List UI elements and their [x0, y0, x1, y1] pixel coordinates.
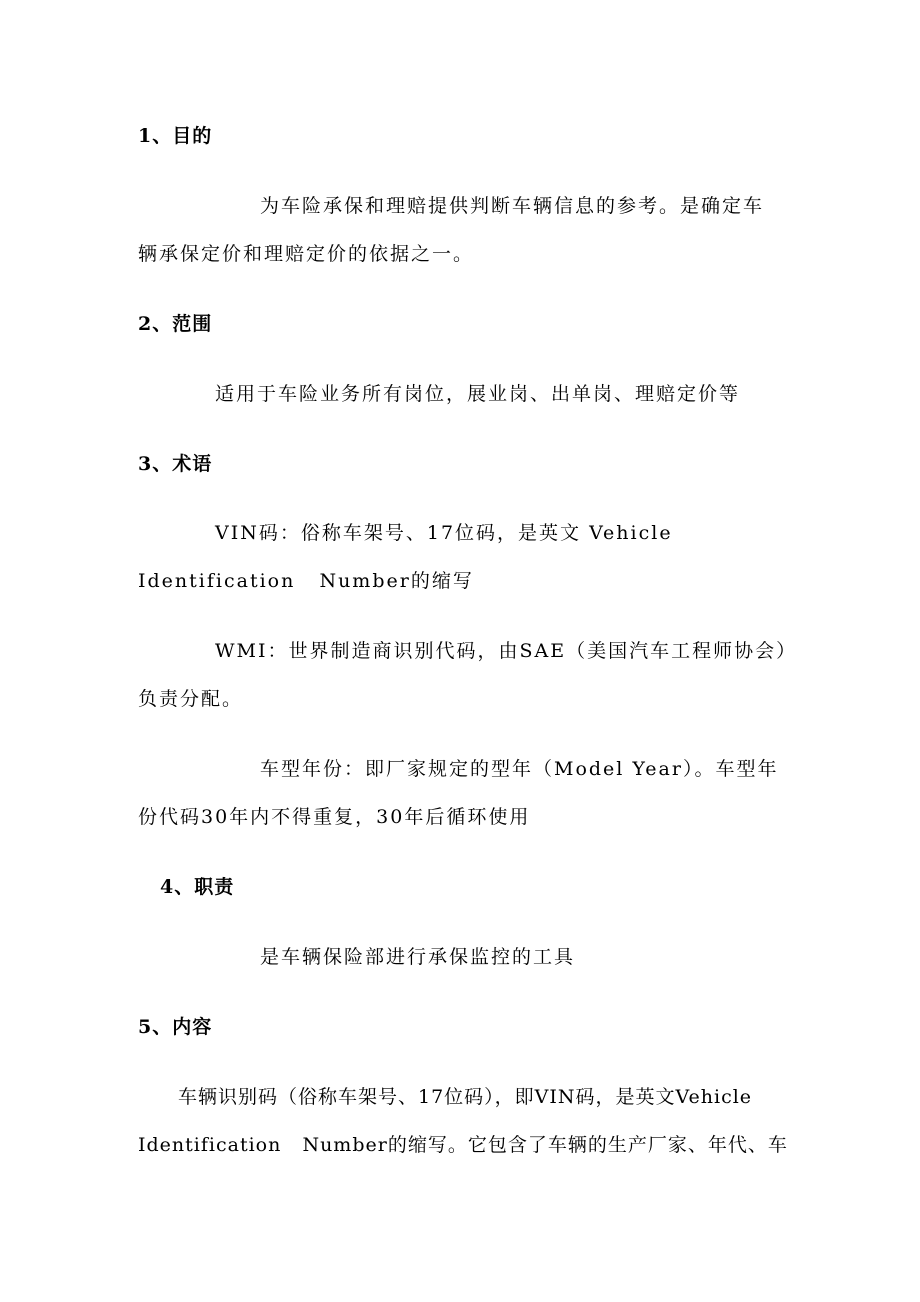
term-vin-line-2: Identification Number的缩写 [138, 570, 474, 592]
term-vin-line-1: VIN码：俗称车架号、17位码，是英文 Vehicle [215, 522, 673, 544]
section-heading-content: 5、内容 [138, 1016, 213, 1038]
purpose-paragraph-line-1: 为车险承保和理赔提供判断车辆信息的参考。是确定车 [260, 195, 765, 217]
scope-paragraph-line-1: 适用于车险业务所有岗位，展业岗、出单岗、理赔定价等 [215, 383, 741, 405]
content-paragraph-line-2: Identification Number的缩写。它包含了车辆的生产厂家、年代、车 [138, 1134, 788, 1156]
term-wmi-line-2: 负责分配。 [138, 688, 244, 710]
section-heading-scope: 2、范围 [138, 313, 213, 335]
content-paragraph-line-1: 车辆识别码（俗称车架号、17位码），即VIN码，是英文Vehicle [178, 1086, 753, 1108]
section-heading-responsibilities: 4、职责 [160, 876, 235, 898]
purpose-paragraph-line-2: 辆承保定价和理赔定价的依据之一。 [138, 243, 475, 265]
section-heading-terms: 3、术语 [138, 453, 213, 475]
responsibilities-paragraph-line-1: 是车辆保险部进行承保监控的工具 [260, 946, 576, 968]
term-model-year-line-1: 车型年份：即厂家规定的型年（Model Year）。车型年 [260, 758, 779, 780]
term-wmi-line-1: WMI：世界制造商识别代码，由SAE（美国汽车工程师协会） [215, 640, 798, 662]
term-model-year-line-2: 份代码30年内不得重复，30年后循环使用 [138, 806, 531, 828]
section-heading-purpose: 1、目的 [138, 125, 213, 147]
